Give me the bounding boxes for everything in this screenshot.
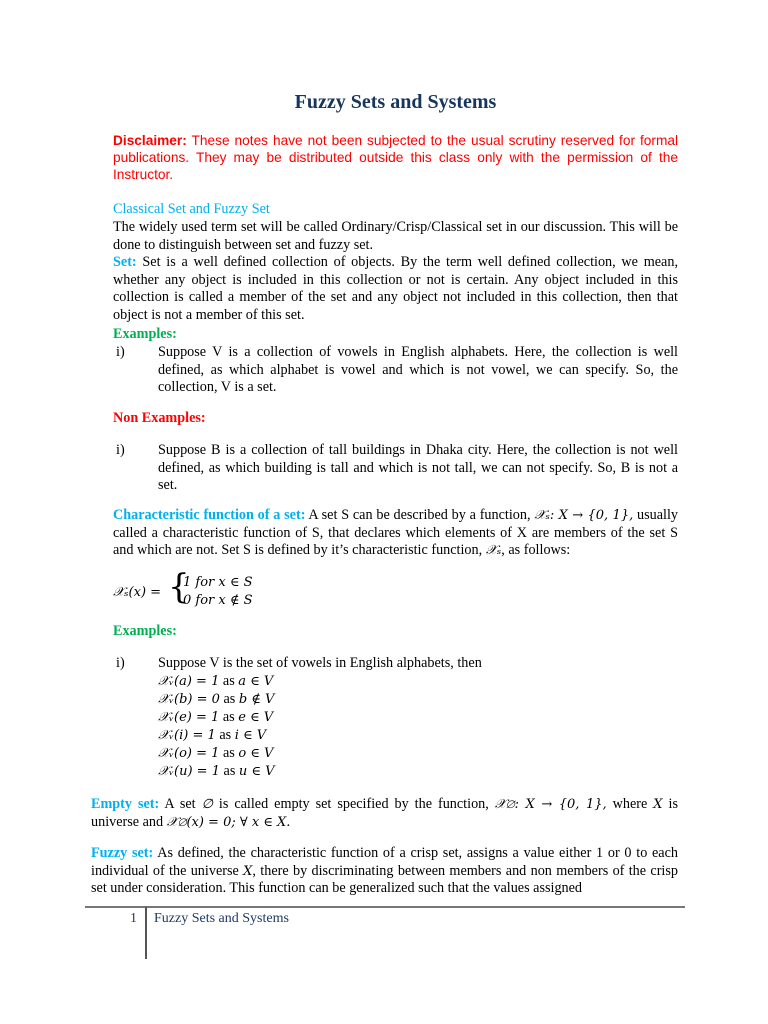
characteristic-function-definition (113, 507, 678, 560)
charfn-text: A set S can be described by a function, (305, 507, 535, 523)
page-number: 1 (130, 911, 137, 926)
brace-symbol: { (168, 567, 190, 607)
example-line: 𝒳ᵥ(b) = 0 as b ∉ V (158, 691, 275, 707)
page-title: Fuzzy Sets and Systems (294, 91, 497, 113)
running-title: Fuzzy Sets and Systems (154, 911, 289, 926)
fuzzy-set-definition: Fuzzy set: As defined, the characteristic function of a crisp set, assigns a value either 1 or 0 to each individual of the universe X, there by discriminating between members and non members of the crisp set under consideration. This function can be generalized such that the values assigned (91, 845, 678, 897)
charfn-math: 𝒳ₛ: X → {0, 1}, (534, 508, 634, 523)
formula-case: 0 for x ∉ S (183, 593, 253, 608)
list-text: Suppose V is a collection of vowels in English alphabets. Here, the collection is well defined, as which alphabet is vowel and which is not vowel, we can specify. So, the collection, V is a set. (158, 344, 678, 396)
examples-heading: Examples: (113, 326, 177, 342)
charfn-text: , as follows: (501, 542, 571, 559)
examples-heading: Examples: (113, 623, 177, 639)
list-number: i) (116, 344, 125, 360)
charfn-math: 𝒳ₛ (485, 543, 502, 559)
disclaimer (113, 132, 678, 183)
charfn-text: usually called a characteristic function of S, that declares which elements of X are members of the set S and which are not. Set S is defined by it’s characteristic function, (113, 507, 678, 559)
footer-divider (145, 907, 147, 959)
list-number: i) (116, 442, 125, 458)
fuzzy-set-label: Fuzzy set: (91, 845, 154, 861)
example-line: 𝒳ᵥ(u) = 1 as u ∈ V (158, 763, 275, 779)
disclaimer-label: Disclaimer: (113, 133, 187, 148)
list-text: Suppose B is a collection of tall buildings in Dhaka city. Here, the collection is not well defined, as which building is tall and which is not tall, we can not specify. So, B is not a set. (158, 442, 678, 494)
formula-case: 1 for x ∈ S (183, 575, 253, 590)
non-examples-heading: Non Examples: (113, 410, 206, 426)
set-definition (113, 254, 678, 324)
empty-set-definition: Empty set: A set ∅ is called empty set specified by the function, 𝒳∅: X → {0, 1}, where X is universe and 𝒳∅(x) = 0; ∀ x ∈ X. (91, 796, 678, 830)
list-text: Suppose V is the set of vowels in English alphabets, then (158, 655, 482, 671)
example-line: 𝒳ᵥ(o) = 1 as o ∈ V (158, 745, 274, 761)
disclaimer-text: These notes have not been subjected to the usual scrutiny reserved for formal publications. They may be distributed outside this class only with the permission of the Instructor. (113, 133, 678, 182)
set-text: Set is a well defined collection of objects. By the term well defined collection, we mean, whether any object is included in this collection or not is certain. Any object included in this collection is called a member of the set and any object not included in this collection, then that object is not a member of this set. (113, 254, 678, 323)
formula-lhs: 𝒳ₛ(x) = (113, 585, 162, 600)
example-line: 𝒳ᵥ(a) = 1 as a ∈ V (158, 673, 274, 689)
charfn-label: Characteristic function of a set: (113, 507, 306, 523)
section-heading-classical-fuzzy: Classical Set and Fuzzy Set (113, 201, 270, 217)
list-number: i) (116, 655, 125, 671)
set-label: Set: (113, 254, 137, 270)
empty-set-label: Empty set: (91, 796, 160, 812)
example-line: 𝒳ᵥ(e) = 1 as e ∈ V (158, 709, 274, 725)
footer-rule (85, 906, 685, 908)
charfn-formula-lhs (113, 584, 173, 602)
section-paragraph: The widely used term set will be called Ordinary/Crisp/Classical set in our discussion. This will be done to distinguish between set and fuzzy set. (113, 219, 678, 253)
example-line: 𝒳ᵥ(i) = 1 as i ∈ V (158, 727, 267, 743)
